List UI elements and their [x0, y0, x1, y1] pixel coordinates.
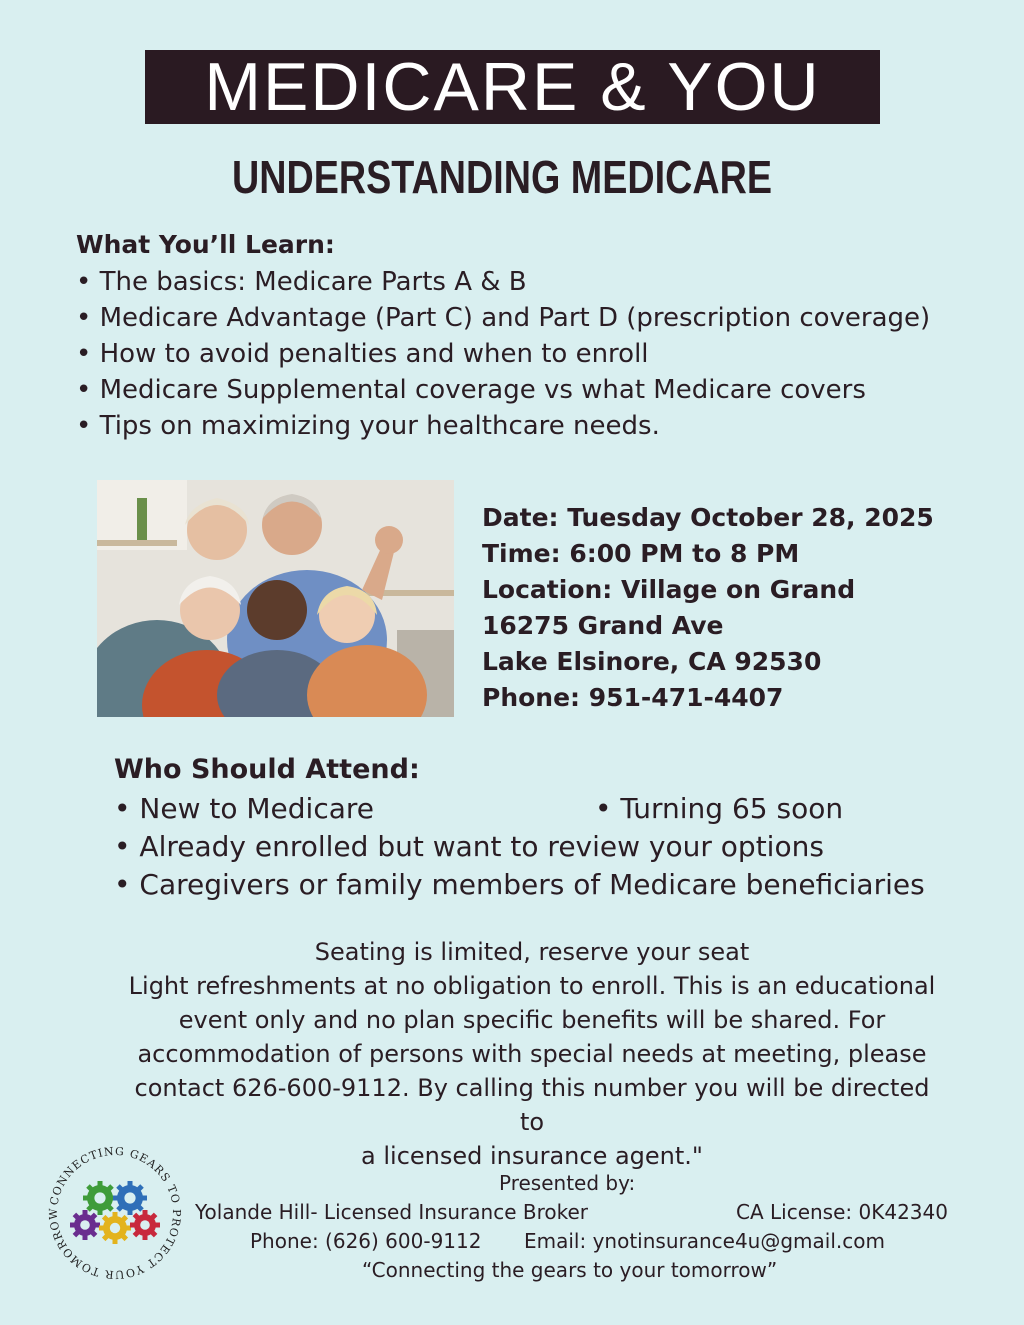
attend-item: • New to Medicare — [114, 792, 375, 825]
event-address-city: Lake Elsinore, CA 92530 — [482, 647, 822, 676]
notice-line: accommodation of persons with special needs at meeting, please — [137, 1040, 927, 1068]
event-date: Date: Tuesday October 28, 2025 — [482, 503, 934, 532]
presenter-license: CA License: 0K42340 — [736, 1200, 948, 1224]
gear-icon — [113, 1181, 147, 1215]
logo-ring-text: CONNECTING GEARS TO PROTECT YOUR TOMORROW — [46, 1144, 184, 1282]
list-item: • How to avoid penalties and when to enroll — [76, 336, 930, 372]
notice-line: Seating is limited, reserve your seat — [314, 938, 750, 966]
attend-heading: Who Should Attend: — [114, 754, 420, 785]
notice-line: contact 626-600-9112. By calling this number you will be directed to — [134, 1074, 930, 1136]
gear-icon — [70, 1210, 100, 1240]
notice-paragraph — [120, 935, 944, 1173]
attend-item: • Caregivers or family members of Medicare beneficiaries — [114, 868, 925, 901]
notice-line: event only and no plan specific benefits will be shared. For — [178, 1006, 886, 1034]
event-time: Time: 6:00 PM to 8 PM — [482, 539, 800, 568]
attend-item: • Turning 65 soon — [595, 792, 844, 825]
list-item: • Tips on maximizing your healthcare needs. — [76, 408, 930, 444]
event-location: Location: Village on Grand — [482, 575, 856, 604]
seniors-group-photo — [97, 480, 454, 717]
attend-item: • Already enrolled but want to review your options — [114, 830, 824, 863]
presenter-name: Yolande Hill- Licensed Insurance Broker — [195, 1200, 588, 1224]
presenter-email: Email: ynotinsurance4u@gmail.com — [524, 1229, 885, 1253]
gear-icon — [130, 1210, 160, 1240]
title-banner — [145, 50, 880, 124]
page-title: MEDICARE & YOU — [204, 49, 821, 125]
list-item: • The basics: Medicare Parts A & B — [76, 264, 930, 300]
presenter-block — [190, 1169, 950, 1285]
learn-list — [76, 264, 930, 444]
event-details — [482, 500, 934, 716]
page-subtitle: UNDERSTANDING MEDICARE — [232, 151, 772, 203]
notice-line: Light refreshments at no obligation to enroll. This is an educational — [128, 972, 936, 1000]
notice-line: a licensed insurance agent." — [361, 1142, 703, 1170]
gear-icon — [83, 1181, 117, 1215]
list-item: • Medicare Advantage (Part C) and Part D (prescription coverage) — [76, 300, 930, 336]
presented-by-label: Presented by: — [499, 1171, 636, 1195]
list-item: • Medicare Supplemental coverage vs what Medicare covers — [76, 372, 930, 408]
event-phone: Phone: 951-471-4407 — [482, 683, 784, 712]
presenter-tagline: “Connecting the gears to your tomorrow” — [362, 1258, 778, 1282]
event-address-street: 16275 Grand Ave — [482, 611, 724, 640]
learn-heading: What You’ll Learn: — [76, 230, 335, 259]
gears-logo — [45, 1143, 185, 1283]
photo-illustration — [97, 480, 454, 717]
presenter-phone: Phone: (626) 600-9112 — [250, 1229, 482, 1253]
gear-icon — [99, 1212, 131, 1244]
